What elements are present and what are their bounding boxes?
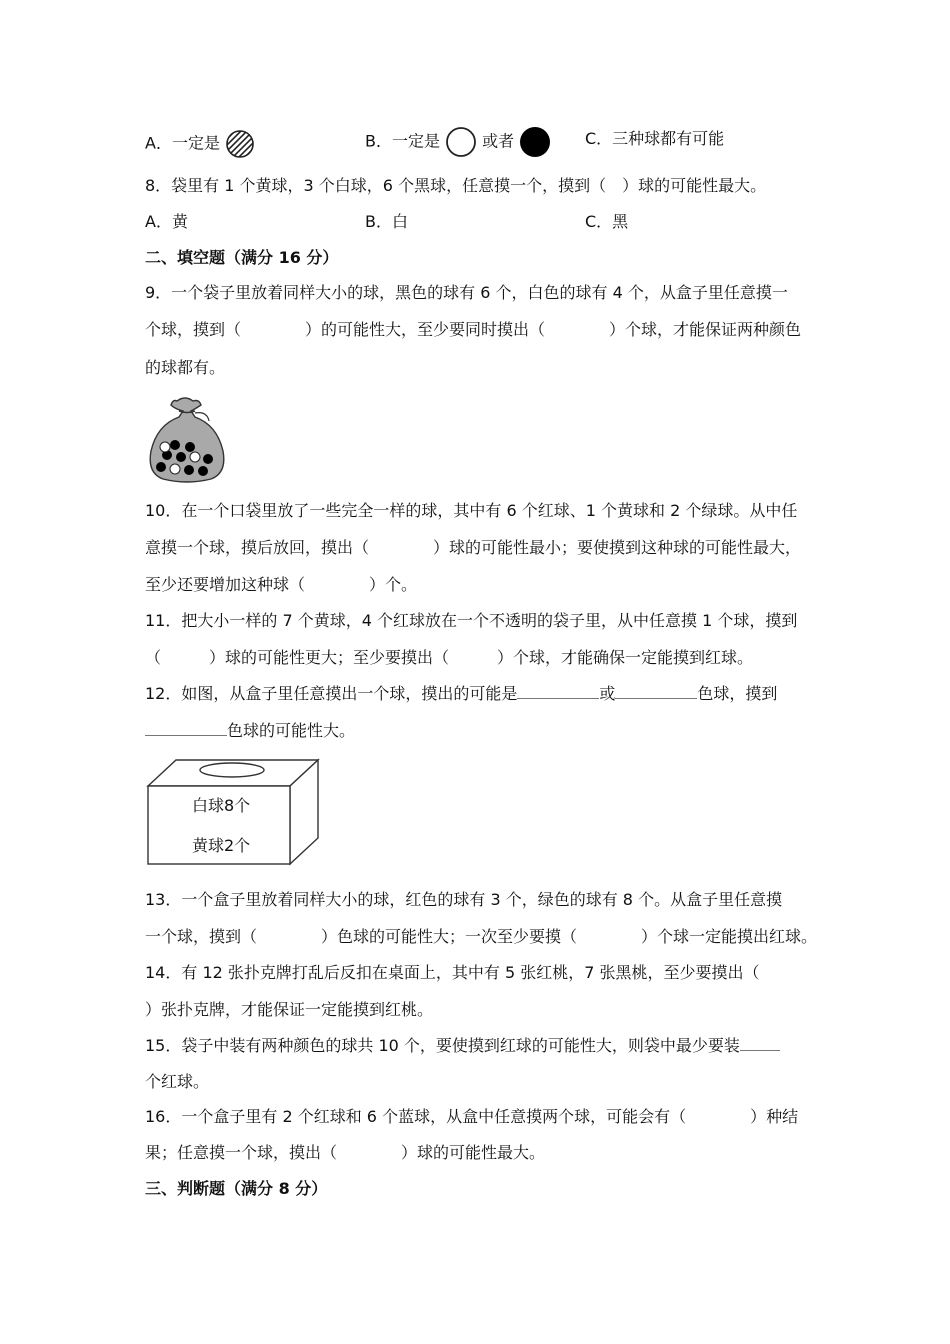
section-heading-true-false: 三、判断题（满分 8 分） [145,1179,328,1198]
q15-line2: 个红球。 [145,1072,210,1091]
box-label-yellow: 黄球2个 [192,836,251,855]
q9-line2: 个球，摸到（ ）的可能性大，至少要同时摸出（ ）个球，才能保证两种颜色 [145,320,802,339]
q10-line3: 至少还要增加这种球（ ）个。 [145,575,418,594]
box-label-white: 白球8个 [192,796,251,815]
q14-line1: 14．有 12 张扑克牌打乱后反扣在桌面上，其中有 5 张红桃，7 张黑桃，至少要摸出（ [145,963,760,982]
answer-blank[interactable] [615,684,697,699]
q11-line2: （ ）球的可能性更大；至少要摸出（ ）个球，才能确保一定能摸到红球。 [145,648,754,667]
ball-bag-illustration [145,395,229,485]
answer-blank[interactable] [740,1036,780,1051]
q9-line3: 的球都有。 [145,358,226,377]
q15-line1: 15．袋子中装有两种颜色的球共 10 个，要使摸到红球的可能性大，则袋中最少要装 [145,1036,780,1056]
q11-line1: 11．把大小一样的 7 个黄球，4 个红球放在一个不透明的袋子里，从中任意摸 1 个球，摸到 [145,611,798,630]
q12-line2: 色球的可能性大。 [145,721,355,741]
q7-option-c: C．三种球都有可能 [585,129,725,148]
q13-line1: 13．一个盒子里放着同样大小的球，红色的球有 3 个，绿色的球有 8 个。从盒子里任意摸 [145,890,783,909]
section-heading-fill-blank: 二、填空题（满分 16 分） [145,248,339,267]
q12-line1: 12．如图，从盒子里任意摸出一个球，摸出的可能是 或 色球，摸到 [145,684,778,703]
q8-option-c: C．黑 [585,212,629,231]
q10-line2: 意摸一个球，摸后放回，摸出（ ）球的可能性最小；要使摸到这种球的可能性最大， [145,538,802,557]
black-ball-icon [519,126,551,158]
q14-line2: ）张扑克牌，才能保证一定能摸到红桃。 [145,1000,434,1019]
q7-option-b: B．一定是 或者 [365,126,551,158]
q8-text: 8．袋里有 1 个黄球，3 个白球，6 个黑球，任意摸一个，摸到（ ）球的可能性最大。 [145,176,767,195]
q9-line1: 9．一个袋子里放着同样大小的球，黑色的球有 6 个，白色的球有 4 个，从盒子里任意摸一 [145,283,788,302]
q16-line2: 果；任意摸一个球，摸出（ ）球的可能性最大。 [145,1143,546,1162]
answer-blank[interactable] [145,721,227,736]
ball-box-illustration [146,758,321,866]
q8-option-a: A．黄 [145,212,188,231]
q8-option-b: B．白 [365,212,408,231]
q10-line1: 10．在一个口袋里放了一些完全一样的球，其中有 6 个红球、1 个黄球和 2 个绿球。从中任 [145,501,798,520]
q13-line2: 一个球，摸到（ ）色球的可能性大；一次至少要摸（ ）个球一定能摸出红球。 [145,927,818,946]
white-ball-icon [445,126,477,158]
striped-ball-icon [225,129,255,159]
answer-blank[interactable] [517,684,599,699]
q16-line1: 16．一个盒子里有 2 个红球和 6 个蓝球，从盒中任意摸两个球，可能会有（ ）种结 [145,1107,799,1126]
q7-option-a: A．一定是 [145,129,255,159]
